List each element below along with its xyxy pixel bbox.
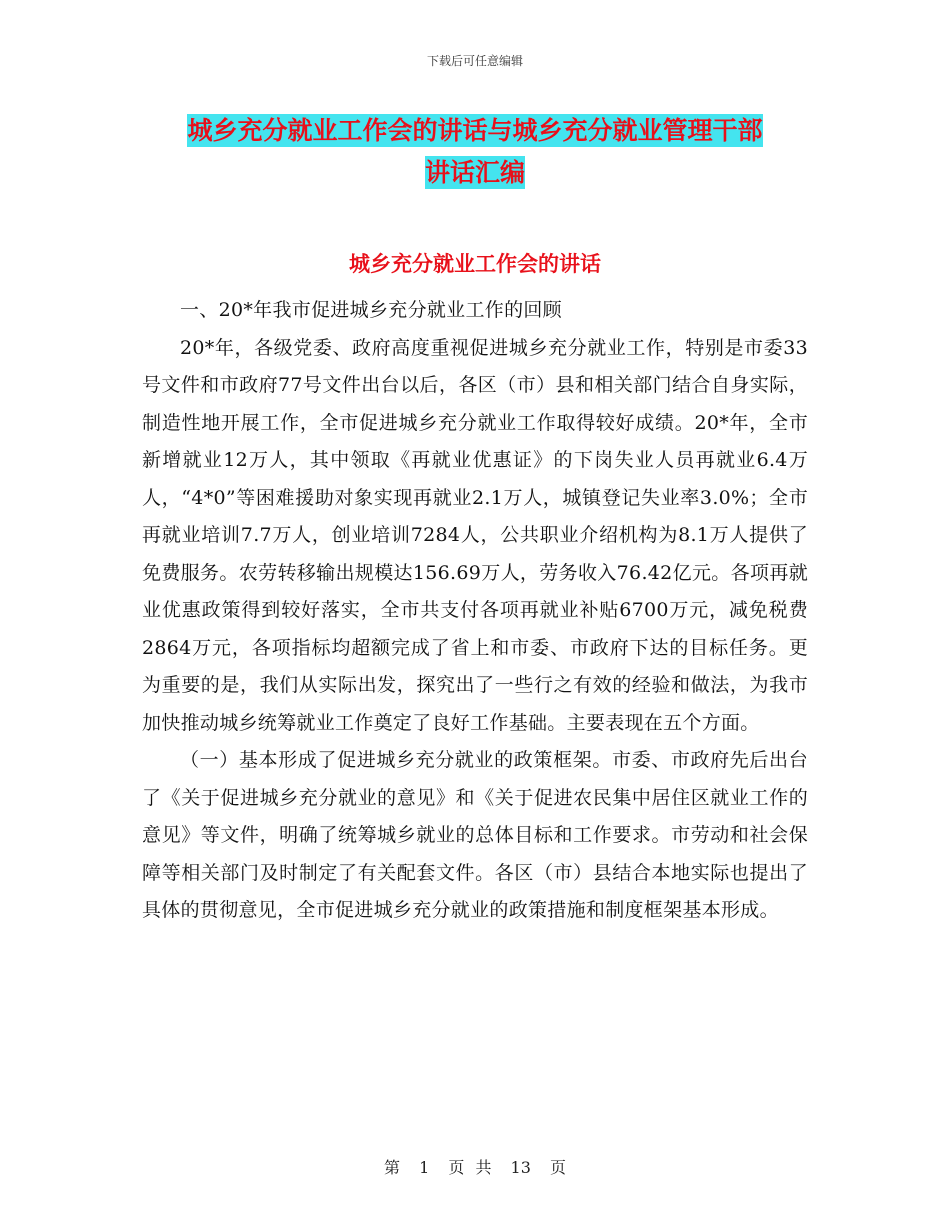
footer-page-number: 1	[419, 1158, 430, 1177]
document-title	[142, 110, 808, 194]
document-title-line-2: 讲话汇编	[424, 158, 525, 187]
body-heading: 一、20*年我市促进城乡充分就业工作的回顾	[180, 299, 562, 321]
body-paragraph-1: 20*年，各级党委、政府高度重视促进城乡充分就业工作，特别是市委33号文件和市政府77号文件出台以后，各区（市）县和相关部门结合自身实际，制造性地开展工作，全市促进城乡充分就业工作取得较好成绩。20*年，全市新增就业12万人，其中领取《再就业优惠证》的下岗失业人员再就业6.4万人，“4*0”等困难援助对象实现再就业2.1万人，城镇登记失业率3.0%；全市再就业培训7.7万人，创业培训7284人，公共职业介绍机构为8.1万人提供了免费服务。农劳转移输出规模达156.69万人，劳务收入76.42亿元。各项再就业优惠政策得到较好落实，全市共支付各项再就业补贴6700万元，减免税费2864万元，各项指标均超额完成了省上和市委、市政府下达的目标任务。更为重要的是，我们从实际出发，探究出了一些行之有效的经验和做法，为我市加快推动城乡统筹就业工作奠定了良好工作基础。主要表现在五个方面。	[142, 336, 808, 734]
document-body	[142, 292, 808, 930]
footer-total-pages: 13	[510, 1158, 531, 1177]
section-title: 城乡充分就业工作会的讲话	[349, 252, 601, 276]
footer-middle: 页 共	[448, 1158, 492, 1177]
body-paragraph-2: （一）基本形成了促进城乡充分就业的政策框架。市委、市政府先后出台了《关于促进城乡充分就业的意见》和《关于促进农民集中居住区就业工作的意见》等文件，明确了统筹城乡就业的总体目标和工作要求。市劳动和社会保障等相关部门及时制定了有关配套文件。各区（市）县结合本地实际也提出了具体的贯彻意见，全市促进城乡充分就业的政策措施和制度框架基本形成。	[142, 749, 808, 921]
page-header-note: 下载后可任意编辑	[426, 54, 523, 68]
document-title-line-1: 城乡充分就业工作会的讲话与城乡充分就业管理干部	[187, 116, 763, 145]
footer-prefix: 第	[383, 1158, 400, 1177]
footer-suffix: 页	[550, 1158, 567, 1177]
page-footer	[0, 1155, 950, 1178]
